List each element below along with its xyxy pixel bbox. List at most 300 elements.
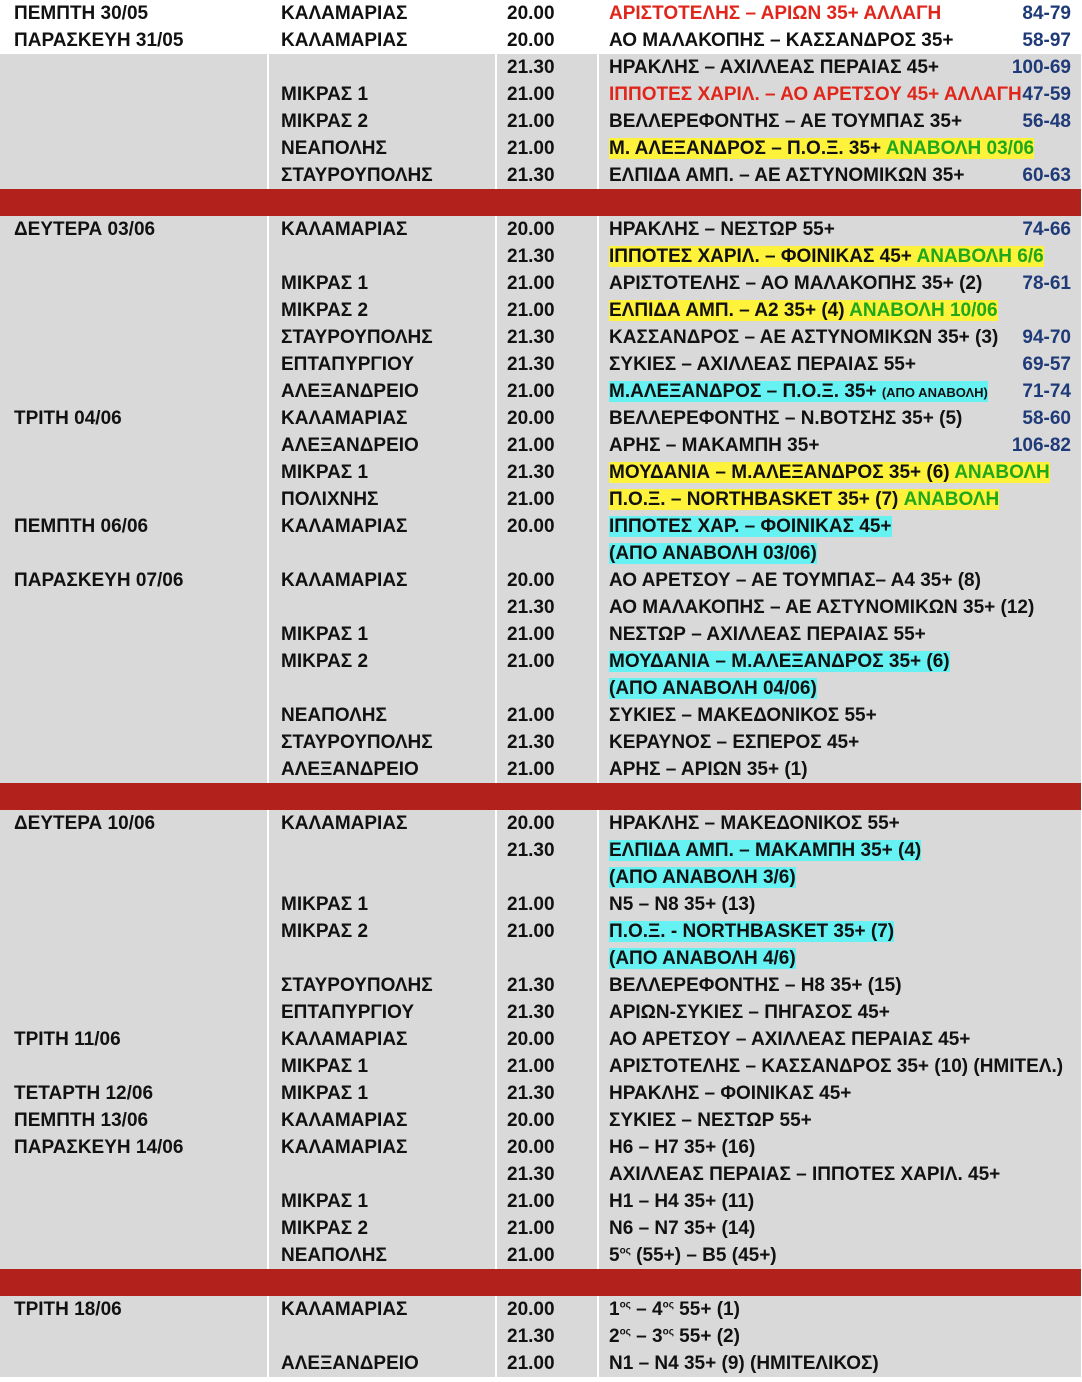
match-text xyxy=(609,1299,740,1320)
match-day xyxy=(0,1350,268,1377)
match-text xyxy=(609,165,964,186)
match-day xyxy=(0,1323,268,1350)
match-score: 56-48 xyxy=(1022,111,1071,132)
match-teams: Η6 – Η7 35+ (16) xyxy=(609,1136,756,1158)
schedule-row xyxy=(0,1026,1082,1053)
match-time: 21.00 xyxy=(496,756,598,783)
match-cell xyxy=(598,1026,1082,1053)
match-teams: Ν5 – Ν8 35+ (13) xyxy=(609,893,756,915)
match-text xyxy=(609,462,1050,483)
match-text xyxy=(609,327,998,348)
match-text xyxy=(609,381,988,402)
match-score: 100-69 xyxy=(1011,57,1071,78)
match-venue: ΕΠΤΑΠΥΡΓΙΟΥ xyxy=(268,999,496,1026)
match-cell xyxy=(598,891,1082,918)
schedule-row xyxy=(0,270,1082,297)
match-text xyxy=(609,408,962,429)
schedule-row xyxy=(0,1215,1082,1242)
match-text xyxy=(609,840,921,861)
match-day: ΤΡΙΤΗ 04/06 xyxy=(0,405,268,432)
match-teams: 2 xyxy=(609,1325,620,1347)
match-time: 21.30 xyxy=(496,594,598,621)
match-text xyxy=(609,300,998,321)
schedule-row xyxy=(0,702,1082,729)
schedule-row xyxy=(0,459,1082,486)
schedule-row xyxy=(0,513,1082,540)
match-text xyxy=(609,1353,879,1374)
match-day xyxy=(0,972,268,999)
match-text xyxy=(609,813,900,834)
match-cell xyxy=(598,1161,1082,1188)
match-venue xyxy=(268,1323,496,1350)
match-teams: ΒΕΛΛΕΡΕΦΟΝΤΗΣ – Ν.ΒΟΤΣΗΣ 35+ (5) xyxy=(609,407,963,429)
schedule-row xyxy=(0,1107,1082,1134)
match-day: ΤΡΙΤΗ 11/06 xyxy=(0,1026,268,1053)
match-teams: ΚΕΡΑΥΝΟΣ – ΕΣΠΕΡΟΣ 45+ xyxy=(609,731,860,753)
match-day xyxy=(0,918,268,945)
match-cell xyxy=(598,1215,1082,1242)
match-venue xyxy=(268,864,496,891)
match-time xyxy=(496,945,598,972)
schedule-row xyxy=(0,540,1082,567)
match-text xyxy=(609,1056,1063,1077)
match-teams: ΑΡΗΣ – ΜΑΚΑΜΠΗ 35+ xyxy=(609,434,820,456)
match-text xyxy=(609,435,819,456)
ordinal-suffix: ος xyxy=(619,1326,631,1338)
match-time: 21.30 xyxy=(496,243,598,270)
match-venue xyxy=(268,594,496,621)
match-venue: ΕΠΤΑΠΥΡΓΙΟΥ xyxy=(268,351,496,378)
match-cell xyxy=(598,297,1082,324)
match-cell xyxy=(598,999,1082,1026)
match-teams: 1 xyxy=(609,1298,620,1320)
match-teams-tail: 55+ (1) xyxy=(673,1298,740,1320)
match-venue: ΚΑΛΑΜΑΡΙΑΣ xyxy=(268,513,496,540)
match-text xyxy=(609,84,1022,105)
match-cell xyxy=(598,621,1082,648)
match-text xyxy=(609,759,808,780)
match-text xyxy=(609,354,916,375)
match-teams: ΑΡΙΣΤΟΤΕΛΗΣ – ΚΑΣΣΑΝΔΡΟΣ 35+ (10) (ΗΜΙΤΕΛ.) xyxy=(609,1055,1064,1077)
schedule-row xyxy=(0,837,1082,864)
match-day xyxy=(0,729,268,756)
match-text xyxy=(609,732,859,753)
match-venue: ΚΑΛΑΜΑΡΙΑΣ xyxy=(268,1296,496,1323)
match-time: 21.30 xyxy=(496,1161,598,1188)
from-postponement-note: (ΑΠΟ ΑΝΑΒΟΛΗ) xyxy=(881,384,988,400)
match-cell xyxy=(598,702,1082,729)
match-time: 20.00 xyxy=(496,216,598,243)
match-day xyxy=(0,1242,268,1269)
match-text xyxy=(609,1083,851,1104)
match-text xyxy=(609,570,981,591)
match-cell xyxy=(598,837,1082,864)
match-time: 20.00 xyxy=(496,513,598,540)
schedule-row xyxy=(0,135,1082,162)
postponed-note: ΑΝΑΒΟΛΗ 6/6 xyxy=(916,245,1044,267)
match-day xyxy=(0,1161,268,1188)
match-venue xyxy=(268,540,496,567)
match-text xyxy=(609,894,755,915)
match-day xyxy=(0,621,268,648)
match-venue: ΣΤΑΥΡΟΥΠΟΛΗΣ xyxy=(268,729,496,756)
match-teams: ΑΡΙΣΤΟΤΕΛΗΣ – ΑΟ ΜΑΛΑΚΟΠΗΣ 35+ (2) xyxy=(609,272,983,294)
match-time: 20.00 xyxy=(496,1134,598,1161)
match-score: 78-61 xyxy=(1022,273,1071,294)
schedule-row xyxy=(0,216,1082,243)
match-day: ΔΕΥΤΕΡΑ 10/06 xyxy=(0,810,268,837)
match-teams: Π.Ο.Ξ. – NORTHBASKET 35+ (7) xyxy=(609,488,904,510)
match-text xyxy=(609,543,817,564)
postponed-note: ΑΝΑΒΟΛΗ xyxy=(903,488,1000,510)
match-score: 58-97 xyxy=(1022,30,1071,51)
match-day xyxy=(0,756,268,783)
match-cell xyxy=(598,351,1082,378)
match-text xyxy=(609,624,926,645)
match-venue: ΚΑΛΑΜΑΡΙΑΣ xyxy=(268,405,496,432)
match-time: 21.00 xyxy=(496,891,598,918)
match-cell xyxy=(598,1296,1082,1323)
match-text xyxy=(609,1029,970,1050)
match-teams: ΗΡΑΚΛΗΣ – ΝΕΣΤΩΡ 55+ xyxy=(609,218,835,240)
match-cell xyxy=(598,216,1082,243)
match-score: 60-63 xyxy=(1022,165,1071,186)
match-day xyxy=(0,594,268,621)
schedule-row xyxy=(0,432,1082,459)
match-day xyxy=(0,432,268,459)
match-teams: ΕΛΠΙΔΑ ΑΜΠ. – ΜΑΚΑΜΠΗ 35+ (4) xyxy=(609,839,922,861)
match-day: ΠΑΡΑΣΚΕΥΗ 07/06 xyxy=(0,567,268,594)
match-cell xyxy=(598,324,1082,351)
schedule-row xyxy=(0,1296,1082,1323)
ordinal-suffix: ος xyxy=(662,1299,674,1311)
match-day xyxy=(0,648,268,675)
match-cell xyxy=(598,378,1082,405)
match-cell xyxy=(598,1323,1082,1350)
match-text xyxy=(609,1110,812,1131)
match-cell xyxy=(598,243,1082,270)
match-text xyxy=(609,1137,755,1158)
match-day xyxy=(0,675,268,702)
separator-bar xyxy=(0,783,1082,810)
match-text xyxy=(609,597,1034,618)
match-score: 69-57 xyxy=(1022,354,1071,375)
match-venue: ΑΛΕΞΑΝΔΡΕΙΟ xyxy=(268,378,496,405)
match-cell xyxy=(598,81,1082,108)
match-venue: ΚΑΛΑΜΑΡΙΑΣ xyxy=(268,1134,496,1161)
schedule-row xyxy=(0,972,1082,999)
match-venue: ΝΕΑΠΟΛΗΣ xyxy=(268,1242,496,1269)
match-day xyxy=(0,270,268,297)
match-day xyxy=(0,486,268,513)
match-day xyxy=(0,54,268,81)
match-teams: ΑΟ ΑΡΕΤΣΟΥ – ΑΕ ΤΟΥΜΠΑΣ– Α4 35+ (8) xyxy=(609,569,981,591)
schedule-row xyxy=(0,1161,1082,1188)
match-venue: ΑΛΕΞΑΝΔΡΕΙΟ xyxy=(268,1350,496,1377)
match-venue: ΜΙΚΡΑΣ 2 xyxy=(268,918,496,945)
match-venue: ΜΙΚΡΑΣ 2 xyxy=(268,648,496,675)
match-venue: ΜΙΚΡΑΣ 1 xyxy=(268,1053,496,1080)
match-time: 21.00 xyxy=(496,432,598,459)
match-teams: ΙΠΠΟΤΕΣ ΧΑΡ. – ΦΟΙΝΙΚΑΣ 45+ xyxy=(609,515,892,537)
match-teams: ΑΡΙΩΝ-ΣΥΚΙΕΣ – ΠΗΓΑΣΟΣ 45+ xyxy=(609,1001,890,1023)
match-venue: ΠΟΛΙΧΝΗΣ xyxy=(268,486,496,513)
match-cell xyxy=(598,1107,1082,1134)
match-venue: ΝΕΑΠΟΛΗΣ xyxy=(268,135,496,162)
match-text xyxy=(609,57,939,78)
match-venue: ΚΑΛΑΜΑΡΙΑΣ xyxy=(268,567,496,594)
match-text xyxy=(609,516,892,537)
match-text xyxy=(609,705,877,726)
match-text xyxy=(609,678,817,699)
match-teams: ΣΥΚΙΕΣ – ΜΑΚΕΔΟΝΙΚΟΣ 55+ xyxy=(609,704,877,726)
match-teams: ΑΡΗΣ – ΑΡΙΩΝ 35+ (1) xyxy=(609,758,808,780)
section-separator xyxy=(0,1269,1082,1296)
match-teams: ΕΛΠΙΔΑ ΑΜΠ. – Α2 35+ (4) xyxy=(609,299,850,321)
match-time xyxy=(496,675,598,702)
match-venue: ΜΙΚΡΑΣ 1 xyxy=(268,270,496,297)
match-time xyxy=(496,864,598,891)
match-teams: ΑΧΙΛΛΕΑΣ ΠΕΡΑΙΑΣ – ΙΠΠΟΤΕΣ ΧΑΡΙΛ. 45+ xyxy=(609,1163,1001,1185)
match-day xyxy=(0,297,268,324)
match-teams: ΗΡΑΚΛΗΣ – ΑΧΙΛΛΕΑΣ ΠΕΡΑΙΑΣ 45+ xyxy=(609,56,940,78)
match-text xyxy=(609,867,796,888)
match-text xyxy=(609,975,902,996)
match-time: 21.00 xyxy=(496,81,598,108)
match-cell xyxy=(598,729,1082,756)
match-time: 21.30 xyxy=(496,972,598,999)
schedule-row xyxy=(0,1188,1082,1215)
match-venue: ΣΤΑΥΡΟΥΠΟΛΗΣ xyxy=(268,162,496,189)
match-cell xyxy=(598,459,1082,486)
match-cell xyxy=(598,108,1082,135)
match-cell xyxy=(598,1188,1082,1215)
schedule-row xyxy=(0,108,1082,135)
match-day xyxy=(0,837,268,864)
match-cell xyxy=(598,648,1082,675)
schedule-row xyxy=(0,1080,1082,1107)
match-venue: ΚΑΛΑΜΑΡΙΑΣ xyxy=(268,1107,496,1134)
match-day xyxy=(0,243,268,270)
match-time: 21.00 xyxy=(496,1350,598,1377)
match-score: 58-60 xyxy=(1022,408,1071,429)
match-teams: Μ.ΑΛΕΞΑΝΔΡΟΣ – Π.Ο.Ξ. 35+ xyxy=(609,380,882,402)
match-day xyxy=(0,1215,268,1242)
match-teams: ΜΟΥΔΑΝΙΑ – Μ.ΑΛΕΞΑΝΔΡΟΣ 35+ (6) xyxy=(609,461,955,483)
schedule-row xyxy=(0,54,1082,81)
match-text xyxy=(609,273,982,294)
schedule-row xyxy=(0,324,1082,351)
schedule-row xyxy=(0,1053,1082,1080)
match-venue: ΚΑΛΑΜΑΡΙΑΣ xyxy=(268,810,496,837)
schedule-row xyxy=(0,729,1082,756)
match-text xyxy=(609,1164,1000,1185)
match-venue: ΑΛΕΞΑΝΔΡΕΙΟ xyxy=(268,432,496,459)
match-cell xyxy=(598,135,1082,162)
match-venue xyxy=(268,675,496,702)
match-venue xyxy=(268,1161,496,1188)
match-day: ΤΕΤΑΡΤΗ 12/06 xyxy=(0,1080,268,1107)
match-cell xyxy=(598,864,1082,891)
match-cell xyxy=(598,162,1082,189)
match-time: 20.00 xyxy=(496,27,598,54)
match-score: 106-82 xyxy=(1011,435,1071,456)
match-text xyxy=(609,489,999,510)
match-day xyxy=(0,108,268,135)
match-venue: ΚΑΛΑΜΑΡΙΑΣ xyxy=(268,27,496,54)
match-time: 20.00 xyxy=(496,0,598,27)
match-text xyxy=(609,651,950,672)
match-text xyxy=(609,1218,755,1239)
match-cell xyxy=(598,1242,1082,1269)
match-score: 84-79 xyxy=(1022,3,1071,24)
match-teams: ΜΟΥΔΑΝΙΑ – Μ.ΑΛΕΞΑΝΔΡΟΣ 35+ (6) xyxy=(609,650,950,672)
match-time: 21.00 xyxy=(496,621,598,648)
match-day: ΤΡΙΤΗ 18/06 xyxy=(0,1296,268,1323)
match-venue: ΜΙΚΡΑΣ 1 xyxy=(268,621,496,648)
schedule-row xyxy=(0,162,1082,189)
match-time: 20.00 xyxy=(496,567,598,594)
match-text xyxy=(609,1191,754,1212)
match-text xyxy=(609,219,835,240)
match-teams-cont: – 3 xyxy=(630,1325,663,1347)
match-cell xyxy=(598,567,1082,594)
schedule-row xyxy=(0,648,1082,675)
match-cell xyxy=(598,405,1082,432)
schedule-row xyxy=(0,1242,1082,1269)
match-time xyxy=(496,540,598,567)
match-text xyxy=(609,3,941,24)
match-time: 21.30 xyxy=(496,837,598,864)
match-cell xyxy=(598,486,1082,513)
match-cell xyxy=(598,594,1082,621)
match-teams: ΒΕΛΛΕΡΕΦΟΝΤΗΣ – Η8 35+ (15) xyxy=(609,974,902,996)
match-cell xyxy=(598,1053,1082,1080)
schedule-row xyxy=(0,864,1082,891)
match-venue: ΣΤΑΥΡΟΥΠΟΛΗΣ xyxy=(268,972,496,999)
match-teams: 5 xyxy=(609,1244,620,1266)
match-time: 21.00 xyxy=(496,1242,598,1269)
schedule-row xyxy=(0,1323,1082,1350)
match-text xyxy=(609,1002,890,1023)
separator-bar xyxy=(0,189,1082,216)
postponed-note: ΑΝΑΒΟΛΗ xyxy=(954,461,1050,483)
schedule-row xyxy=(0,243,1082,270)
schedule-row xyxy=(0,486,1082,513)
match-teams: ΗΡΑΚΛΗΣ – ΜΑΚΕΔΟΝΙΚΟΣ 55+ xyxy=(609,812,900,834)
match-teams: ΚΑΣΣΑΝΔΡΟΣ – ΑΕ ΑΣΤΥΝΟΜΙΚΩΝ 35+ (3) xyxy=(609,326,999,348)
match-cell xyxy=(598,756,1082,783)
match-time: 21.00 xyxy=(496,1215,598,1242)
match-cell xyxy=(598,810,1082,837)
match-text xyxy=(609,138,1034,159)
schedule-row xyxy=(0,27,1082,54)
separator-bar xyxy=(0,1269,1082,1296)
match-venue: ΚΑΛΑΜΑΡΙΑΣ xyxy=(268,1026,496,1053)
match-time: 20.00 xyxy=(496,1107,598,1134)
match-text xyxy=(609,948,796,969)
match-cell xyxy=(598,513,1082,540)
match-time: 21.00 xyxy=(496,297,598,324)
postponed-note: ΑΝΑΒΟΛΗ 03/06 xyxy=(885,137,1035,159)
match-day: ΠΕΜΠΤΗ 13/06 xyxy=(0,1107,268,1134)
match-text xyxy=(609,246,1044,267)
match-text xyxy=(609,1326,740,1347)
match-venue: ΜΙΚΡΑΣ 1 xyxy=(268,1188,496,1215)
schedule-row xyxy=(0,1350,1082,1377)
schedule-row xyxy=(0,81,1082,108)
match-text xyxy=(609,1245,777,1266)
schedule-row xyxy=(0,405,1082,432)
schedule-row xyxy=(0,756,1082,783)
match-time: 21.00 xyxy=(496,270,598,297)
match-day xyxy=(0,135,268,162)
match-day: ΠΕΜΠΤΗ 06/06 xyxy=(0,513,268,540)
ordinal-suffix: ος xyxy=(619,1299,631,1311)
schedule-row xyxy=(0,594,1082,621)
schedule-row xyxy=(0,567,1082,594)
match-teams: ΣΥΚΙΕΣ – ΑΧΙΛΛΕΑΣ ΠΕΡΑΙΑΣ 55+ xyxy=(609,353,916,375)
match-time: 20.00 xyxy=(496,405,598,432)
match-time: 21.30 xyxy=(496,324,598,351)
match-teams: Ν1 – Ν4 35+ (9) (ΗΜΙΤΕΛΙΚΟΣ) xyxy=(609,1352,879,1374)
match-time: 20.00 xyxy=(496,810,598,837)
match-venue xyxy=(268,945,496,972)
match-teams: ΕΛΠΙΔΑ ΑΜΠ. – ΑΕ ΑΣΤΥΝΟΜΙΚΩΝ 35+ xyxy=(609,164,965,186)
match-teams: ΑΟ ΜΑΛΑΚΟΠΗΣ – ΚΑΣΣΑΝΔΡΟΣ 35+ xyxy=(609,29,954,51)
match-day xyxy=(0,540,268,567)
match-cell xyxy=(598,1080,1082,1107)
match-teams: (ΑΠΟ ΑΝΑΒΟΛΗ 3/6) xyxy=(609,866,796,888)
match-venue: ΝΕΑΠΟΛΗΣ xyxy=(268,702,496,729)
match-time: 21.00 xyxy=(496,378,598,405)
section-separator xyxy=(0,189,1082,216)
match-time: 21.00 xyxy=(496,1053,598,1080)
schedule-row xyxy=(0,297,1082,324)
match-time: 21.00 xyxy=(496,918,598,945)
match-cell xyxy=(598,27,1082,54)
match-venue: ΜΙΚΡΑΣ 1 xyxy=(268,891,496,918)
match-day: ΠΕΜΠΤΗ 30/05 xyxy=(0,0,268,27)
schedule-row xyxy=(0,0,1082,27)
match-score: 71-74 xyxy=(1022,381,1071,402)
match-venue: ΜΙΚΡΑΣ 1 xyxy=(268,459,496,486)
match-teams: ΗΡΑΚΛΗΣ – ΦΟΙΝΙΚΑΣ 45+ xyxy=(609,1082,852,1104)
ordinal-suffix: ος xyxy=(619,1245,631,1257)
match-venue: ΚΑΛΑΜΑΡΙΑΣ xyxy=(268,0,496,27)
match-venue: ΜΙΚΡΑΣ 2 xyxy=(268,108,496,135)
match-teams-tail: 55+ (2) xyxy=(673,1325,740,1347)
match-teams: (ΑΠΟ ΑΝΑΒΟΛΗ 03/06) xyxy=(609,542,817,564)
section-separator xyxy=(0,783,1082,810)
postponed-note: ΑΝΑΒΟΛΗ 10/06 xyxy=(849,299,998,321)
match-venue: ΣΤΑΥΡΟΥΠΟΛΗΣ xyxy=(268,324,496,351)
match-venue: ΜΙΚΡΑΣ 1 xyxy=(268,1080,496,1107)
match-cell xyxy=(598,675,1082,702)
match-teams: ΑΡΙΣΤΟΤΕΛΗΣ – ΑΡΙΩΝ 35+ ΑΛΛΑΓΗ xyxy=(609,2,942,24)
match-cell xyxy=(598,540,1082,567)
match-score: 74-66 xyxy=(1022,219,1071,240)
match-teams: Η1 – Η4 35+ (11) xyxy=(609,1190,755,1212)
match-cell xyxy=(598,0,1082,27)
match-time: 21.30 xyxy=(496,351,598,378)
match-teams-cont: – 4 xyxy=(630,1298,663,1320)
match-day xyxy=(0,162,268,189)
match-time: 21.30 xyxy=(496,1080,598,1107)
match-venue xyxy=(268,837,496,864)
match-day xyxy=(0,702,268,729)
match-teams: ΙΠΠΟΤΕΣ ΧΑΡΙΛ. – ΦΟΙΝΙΚΑΣ 45+ xyxy=(609,245,917,267)
